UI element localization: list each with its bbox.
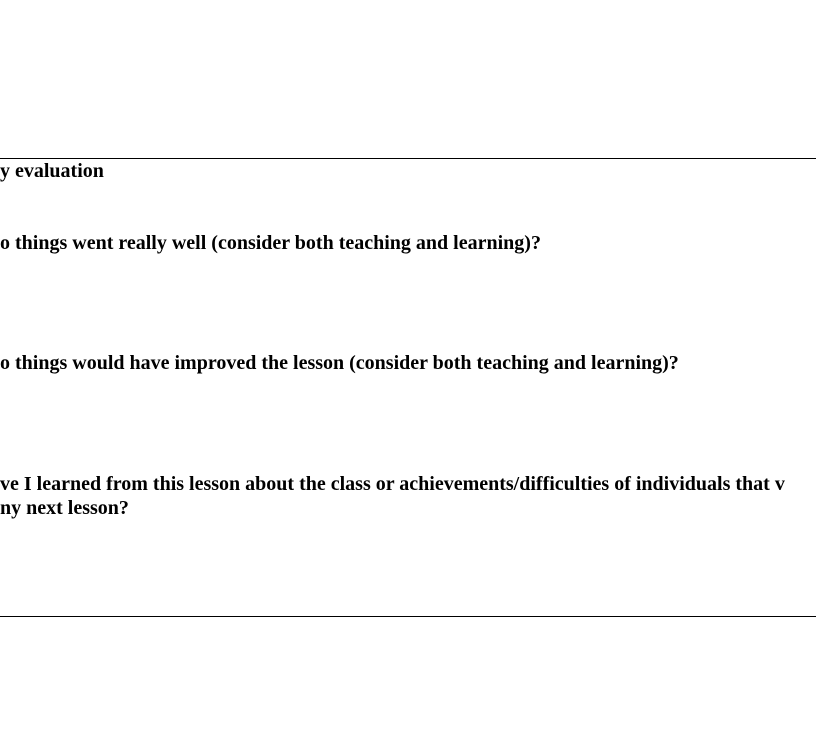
question-learned-line-2: ny next lesson?	[0, 497, 129, 519]
top-divider	[0, 158, 816, 159]
question-improvements: o things would have improved the lesson (consider both teaching and learning)?	[0, 352, 679, 374]
question-went-well: o things went really well (consider both teaching and learning)?	[0, 232, 541, 254]
question-learned-line-1: ve I learned from this lesson about the class or achievements/difficulties of individuals that v	[0, 473, 785, 495]
section-heading: y evaluation	[0, 160, 104, 182]
bottom-divider	[0, 616, 816, 617]
